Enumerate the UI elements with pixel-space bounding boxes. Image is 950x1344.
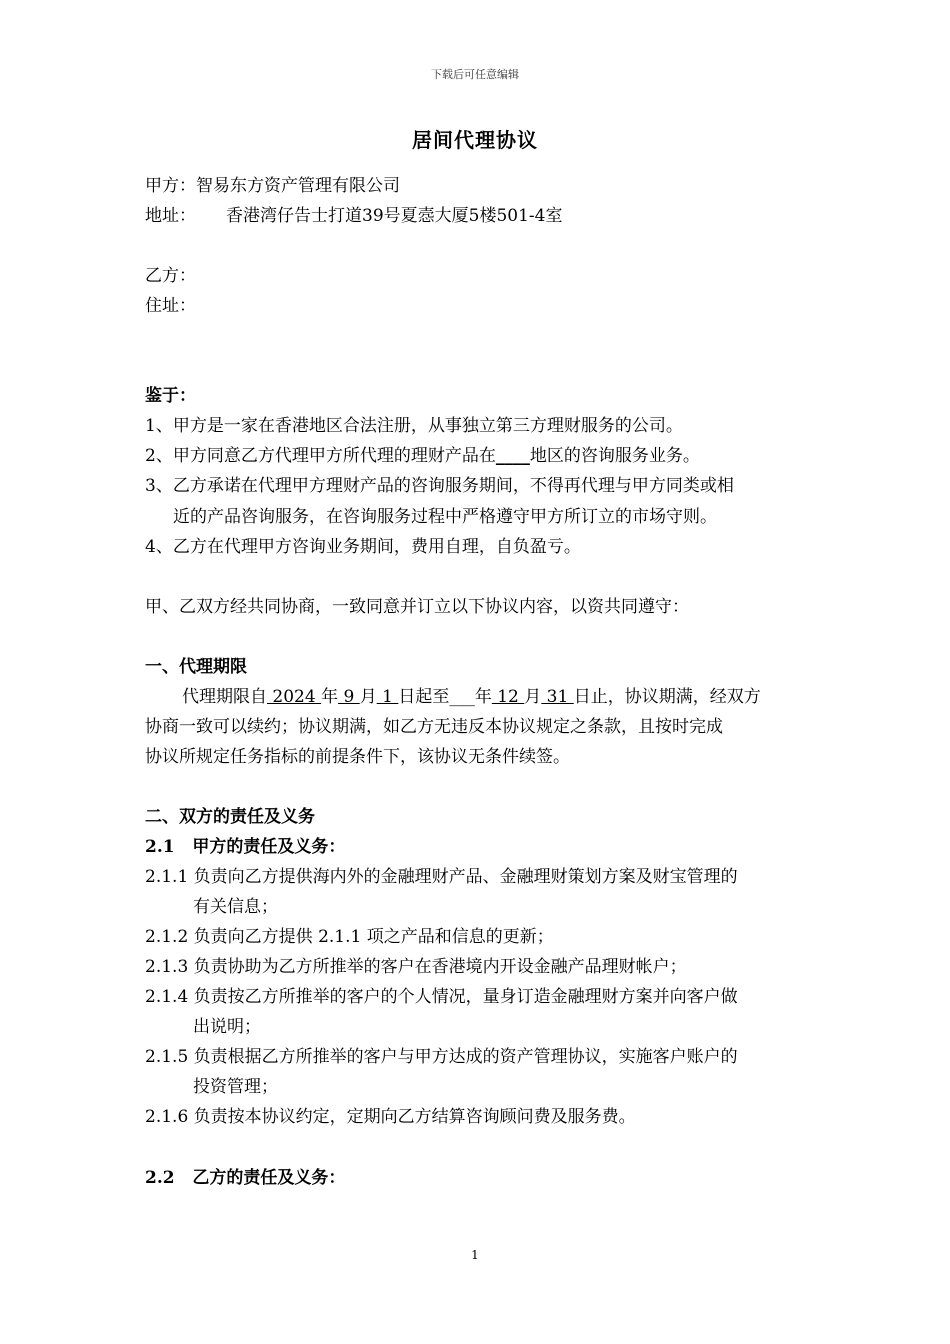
whereas-item-3-line-2: 近的产品咨询服务，在咨询服务过程中严格遵守甲方所订立的市场守则。 bbox=[173, 507, 717, 527]
whereas-item-4: 4、乙方在代理甲方咨询业务期间，费用自理，自负盈亏。 bbox=[145, 537, 581, 557]
page-header: 下载后可任意编辑 bbox=[431, 68, 519, 81]
section-1-line-1 bbox=[182, 685, 761, 709]
start-month: 9 bbox=[338, 687, 360, 707]
item-2-1-5-line-2: 投资管理； bbox=[193, 1077, 278, 1097]
whereas-heading: 鉴于： bbox=[145, 386, 196, 406]
day-from-text: 日起至 bbox=[398, 687, 450, 707]
end-year-blank: ___ bbox=[449, 687, 475, 707]
section-1-line-3: 协议所规定任务指标的前提条件下，该协议无条件续签。 bbox=[145, 747, 570, 767]
item-2-1-2: 2.1.2 负责向乙方提供 2.1.1 项之产品和信息的更新； bbox=[145, 927, 554, 947]
item-2-1-6: 2.1.6 负责按本协议约定，定期向乙方结算咨询顾问费及服务费。 bbox=[145, 1107, 636, 1127]
section-2-heading: 二、双方的责任及义务 bbox=[145, 807, 315, 827]
party-a-address-line bbox=[145, 204, 562, 228]
end-month-char: 月 bbox=[524, 687, 542, 707]
item-2-1-5-line-1: 2.1.5 负责根据乙方所推举的客户与甲方达成的资产管理协议，实施客户账户的 bbox=[145, 1047, 738, 1067]
party-b-address-label: 住址： bbox=[145, 296, 196, 316]
agreement-intro: 甲、乙双方经共同协商，一致同意并订立以下协议内容，以资共同遵守： bbox=[145, 597, 689, 617]
whereas-item-3-line-1: 3、乙方承诺在代理甲方理财产品的咨询服务期间，不得再代理与甲方同类或相 bbox=[145, 476, 734, 496]
section-1-line-2: 协商一致可以续约；协议期满，如乙方无违反本协议规定之条款，且按时完成 bbox=[145, 717, 723, 737]
document-title: 居间代理协议 bbox=[412, 128, 538, 152]
party-a-address-label: 地址： bbox=[145, 206, 196, 226]
whereas-item-2-post: 地区的咨询服务业务。 bbox=[529, 446, 700, 466]
term-text-post: 日止，协议期满，经双方 bbox=[573, 687, 761, 707]
end-month: 12 bbox=[491, 687, 525, 707]
whereas-item-2 bbox=[145, 444, 700, 468]
item-2-1-4-line-1: 2.1.4 负责按乙方所推举的客户的个人情况，量身订造金融理财方案并向客户做 bbox=[145, 987, 738, 1007]
item-2-1-3: 2.1.3 负责协助为乙方所推举的客户在香港境内开设金融产品理财帐户； bbox=[145, 957, 687, 977]
whereas-item-1: 1、甲方是一家在香港地区合法注册，从事独立第三方理财服务的公司。 bbox=[145, 416, 683, 436]
section-1-heading: 一、代理期限 bbox=[145, 657, 247, 677]
party-a-label: 甲方： bbox=[145, 176, 196, 196]
party-a-address: 香港湾仔告士打道39号夏悫大厦5楼501-4室 bbox=[226, 206, 563, 226]
section-2-2-heading: 2.2 乙方的责任及义务： bbox=[145, 1168, 346, 1188]
start-year: 2024 bbox=[267, 687, 322, 707]
region-blank: ____ bbox=[495, 446, 530, 466]
end-year-char: 年 bbox=[474, 687, 492, 707]
item-2-1-1-line-1: 2.1.1 负责向乙方提供海内外的金融理财产品、金融理财策划方案及财宝管理的 bbox=[145, 867, 738, 887]
page-number: 1 bbox=[471, 1248, 479, 1262]
start-day: 1 bbox=[376, 687, 399, 707]
item-2-1-4-line-2: 出说明； bbox=[193, 1017, 261, 1037]
item-2-1-1-line-2: 有关信息； bbox=[193, 897, 278, 917]
section-2-1-heading: 2.1 甲方的责任及义务： bbox=[145, 837, 346, 857]
term-text-pre: 代理期限自 bbox=[182, 687, 267, 707]
end-day: 31 bbox=[541, 687, 574, 707]
year-char: 年 bbox=[321, 687, 339, 707]
month-char: 月 bbox=[359, 687, 377, 707]
whereas-item-2-pre: 2、甲方同意乙方代理甲方所代理的理财产品在 bbox=[145, 446, 496, 466]
party-a-name: 智易东方资产管理有限公司 bbox=[196, 176, 400, 196]
party-a-line bbox=[145, 174, 400, 198]
party-b-label: 乙方： bbox=[145, 266, 196, 286]
